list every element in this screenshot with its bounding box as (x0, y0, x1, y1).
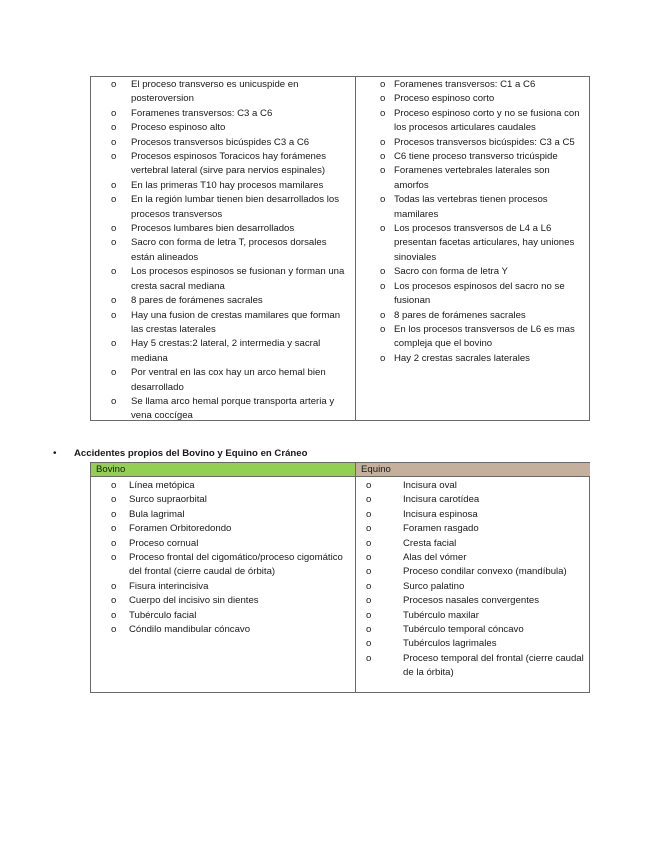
circle-bullet-icon: o (111, 367, 117, 379)
list-item (111, 580, 351, 594)
circle-bullet-icon: o (380, 79, 386, 90)
circle-bullet-icon: o (366, 523, 372, 535)
equino-vertebrae-list (380, 78, 585, 366)
circle-bullet-icon: o (366, 494, 372, 506)
list-item-text: Sacro con forma de letra T, procesos dorsales están alineados (131, 237, 327, 263)
circle-bullet-icon: o (380, 309, 386, 321)
list-item (111, 623, 351, 637)
list-item (366, 580, 588, 594)
list-item-text: Foramenes transversos: C3 a C6 (131, 107, 273, 119)
list-item-text: Tubérculos lagrimales (403, 638, 497, 650)
list-item-text: Proceso condilar convexo (mandíbula) (403, 566, 567, 578)
circle-bullet-icon: o (111, 624, 117, 636)
list-item (111, 179, 351, 193)
circle-bullet-icon: o (111, 609, 117, 621)
list-item (380, 309, 585, 323)
list-item-text: 8 pares de forámenes sacrales (131, 295, 263, 307)
bovino-cranium-list (111, 479, 351, 637)
list-item (380, 92, 585, 106)
circle-bullet-icon: o (111, 136, 117, 148)
list-item (380, 193, 585, 222)
circle-bullet-icon: o (111, 480, 117, 491)
list-item-text: Sacro con forma de letra Y (394, 266, 508, 278)
list-item-text: Cresta facial (403, 537, 457, 549)
column-divider (355, 463, 356, 692)
list-item-text: Los procesos espinosos del sacro no se fusionan (394, 280, 565, 307)
circle-bullet-icon: o (380, 194, 386, 206)
circle-bullet-icon: o (111, 107, 117, 119)
bovino-vertebrae-list (111, 78, 351, 424)
list-item (380, 150, 585, 164)
list-item (366, 565, 588, 579)
list-item-text: Alas del vómer (403, 552, 467, 564)
list-item-text: Proceso espinoso alto (131, 122, 226, 134)
list-item-text: Foramenes vertebrales laterales son amorfos (394, 165, 550, 191)
circle-bullet-icon: o (366, 508, 372, 520)
circle-bullet-icon: o (366, 638, 372, 650)
circle-bullet-icon: o (380, 93, 386, 105)
list-item (111, 594, 351, 608)
circle-bullet-icon: o (366, 652, 372, 664)
circle-bullet-icon: o (366, 566, 372, 578)
list-item (366, 479, 588, 493)
circle-bullet-icon: o (111, 338, 117, 350)
list-item-text: Foramenes transversos: C1 a C6 (394, 79, 536, 90)
list-item-text: El proceso transverso es unicuspide en posteroversion (131, 79, 299, 105)
list-item (366, 609, 588, 623)
list-item-text: Hay una fusion de crestas mamilares que forman las crestas laterales (131, 309, 341, 335)
list-item-text: Hay 5 crestas:2 lateral, 2 intermedia y sacral mediana (131, 338, 321, 364)
circle-bullet-icon: o (111, 523, 117, 535)
list-item (111, 479, 351, 493)
circle-bullet-icon: o (111, 580, 117, 592)
circle-bullet-icon: o (111, 194, 117, 206)
list-item-text: Bula lagrimal (129, 508, 185, 520)
circle-bullet-icon: o (380, 136, 386, 148)
list-item (366, 537, 588, 551)
list-item (366, 522, 588, 536)
circle-bullet-icon: o (380, 151, 386, 163)
list-item-text: Por ventral en las cox hay un arco hemal bien desarrollado (131, 367, 326, 393)
list-item-text: Foramen rasgado (403, 523, 479, 535)
list-item-text: Foramen Orbitoredondo (129, 523, 232, 535)
circle-bullet-icon: o (111, 309, 117, 321)
list-item (111, 265, 351, 294)
circle-bullet-icon: o (366, 552, 372, 564)
vertebrae-comparison-table (90, 76, 590, 421)
list-item (111, 366, 351, 395)
list-item-text: Incisura espinosa (403, 508, 478, 520)
circle-bullet-icon: o (111, 122, 117, 134)
list-item (380, 280, 585, 309)
circle-bullet-icon: o (366, 624, 372, 636)
list-item-text: Los procesos espinosos se fusionan y forman una cresta sacral mediana (131, 266, 345, 292)
list-item-text: Procesos transversos bicúspides C3 a C6 (131, 136, 310, 148)
list-item-text: Incisura oval (403, 480, 457, 491)
list-item (380, 323, 585, 352)
list-item-text: Surco supraorbital (129, 494, 207, 506)
list-item (111, 493, 351, 507)
list-item (380, 352, 585, 366)
section-heading (53, 447, 613, 461)
list-item-text: Procesos espinosos Toracicos hay forámenes vertebral lateral (sirve para nervios espinales) (131, 151, 326, 177)
circle-bullet-icon: o (111, 266, 117, 278)
list-item (366, 652, 588, 681)
list-item (111, 537, 351, 551)
list-item-text: Surco palatino (403, 580, 465, 592)
list-item-text: Procesos lumbares bien desarrollados (131, 223, 295, 235)
list-item-text: Tubérculo facial (129, 609, 197, 621)
list-item (111, 609, 351, 623)
bovino-header: Bovino (91, 463, 355, 477)
circle-bullet-icon: o (366, 595, 372, 607)
list-item-text: Hay 2 crestas sacrales laterales (394, 352, 530, 364)
circle-bullet-icon: o (380, 165, 386, 177)
circle-bullet-icon: o (380, 266, 386, 278)
list-item-text: C6 tiene proceso transverso tricúspide (394, 151, 558, 163)
list-item (380, 222, 585, 265)
circle-bullet-icon: o (380, 223, 386, 235)
circle-bullet-icon: o (366, 580, 372, 592)
list-item (111, 551, 351, 580)
equino-header: Equino (356, 463, 590, 477)
cranium-comparison-table (90, 462, 590, 693)
list-item-text: Proceso frontal del cigomático/proceso cigomático del frontal (cierre caudal de órbita) (129, 552, 343, 578)
list-item-text: En las primeras T10 hay procesos mamilares (131, 179, 324, 191)
circle-bullet-icon: o (380, 107, 386, 119)
equino-cranium-list (366, 479, 588, 681)
list-item-text: Procesos transversos bicúspides: C3 a C5 (394, 136, 575, 148)
circle-bullet-icon: o (111, 237, 117, 249)
circle-bullet-icon: o (111, 79, 117, 90)
circle-bullet-icon: o (380, 280, 386, 292)
circle-bullet-icon: o (111, 552, 117, 564)
circle-bullet-icon: o (111, 295, 117, 307)
list-item (111, 508, 351, 522)
heading-bullet: • (53, 448, 57, 459)
list-item (380, 136, 585, 150)
list-item-text: Todas las vertebras tienen procesos mamilares (394, 194, 548, 220)
circle-bullet-icon: o (366, 537, 372, 549)
list-item (111, 294, 351, 308)
list-item (111, 107, 351, 121)
list-item (366, 508, 588, 522)
circle-bullet-icon: o (111, 508, 117, 520)
list-item-text: En la región lumbar tienen bien desarrollados los procesos transversos (131, 194, 339, 220)
list-item (111, 121, 351, 135)
list-item-text: Línea metópica (129, 480, 195, 491)
list-item (111, 193, 351, 222)
list-item-text: Proceso temporal del frontal (cierre caudal de la órbita) (403, 652, 584, 679)
list-item (380, 107, 585, 136)
list-item-text: Procesos nasales convergentes (403, 595, 539, 607)
list-item (366, 493, 588, 507)
list-item (111, 150, 351, 179)
list-item-text: Fisura interincisiva (129, 580, 209, 592)
column-divider (355, 77, 356, 420)
circle-bullet-icon: o (111, 595, 117, 607)
list-item-text: Proceso espinoso corto y no se fusiona con los procesos articulares caudales (394, 107, 580, 134)
list-item (380, 164, 585, 193)
list-item (111, 309, 351, 338)
list-item-text: Proceso espinoso corto (394, 93, 495, 105)
list-item (366, 623, 588, 637)
circle-bullet-icon: o (111, 395, 117, 407)
list-item-text: En los procesos transversos de L6 es mas compleja que el bovino (394, 323, 575, 350)
list-item (111, 136, 351, 150)
list-item (111, 78, 351, 107)
list-item-text: Proceso cornual (129, 537, 199, 549)
list-item (366, 594, 588, 608)
list-item (111, 236, 351, 265)
list-item-text: Cuerpo del incisivo sin dientes (129, 595, 259, 607)
list-item-text: Incisura carotídea (403, 494, 480, 506)
list-item-text: Los procesos transversos de L4 a L6 presentan facetas articulares, hay uniones sinoviales (394, 223, 575, 263)
list-item-text: 8 pares de forámenes sacrales (394, 309, 526, 321)
circle-bullet-icon: o (380, 323, 386, 335)
list-item-text: Se llama arco hemal porque transporta arteria y vena coccígea (131, 395, 335, 422)
circle-bullet-icon: o (111, 151, 117, 163)
heading-text: Accidentes propios del Bovino y Equino en Cráneo (74, 448, 308, 459)
circle-bullet-icon: o (366, 609, 372, 621)
list-item-text: Tubérculo maxilar (403, 609, 479, 621)
circle-bullet-icon: o (111, 537, 117, 549)
circle-bullet-icon: o (111, 179, 117, 191)
list-item (380, 265, 585, 279)
list-item (380, 78, 585, 92)
list-item (111, 522, 351, 536)
list-item (366, 637, 588, 651)
list-item (366, 551, 588, 565)
list-item (111, 395, 351, 424)
circle-bullet-icon: o (111, 494, 117, 506)
circle-bullet-icon: o (111, 223, 117, 235)
circle-bullet-icon: o (366, 480, 372, 491)
circle-bullet-icon: o (380, 352, 386, 364)
list-item (111, 337, 351, 366)
list-item-text: Cóndilo mandibular cóncavo (129, 624, 251, 636)
list-item-text: Tubérculo temporal cóncavo (403, 624, 524, 636)
list-item (111, 222, 351, 236)
